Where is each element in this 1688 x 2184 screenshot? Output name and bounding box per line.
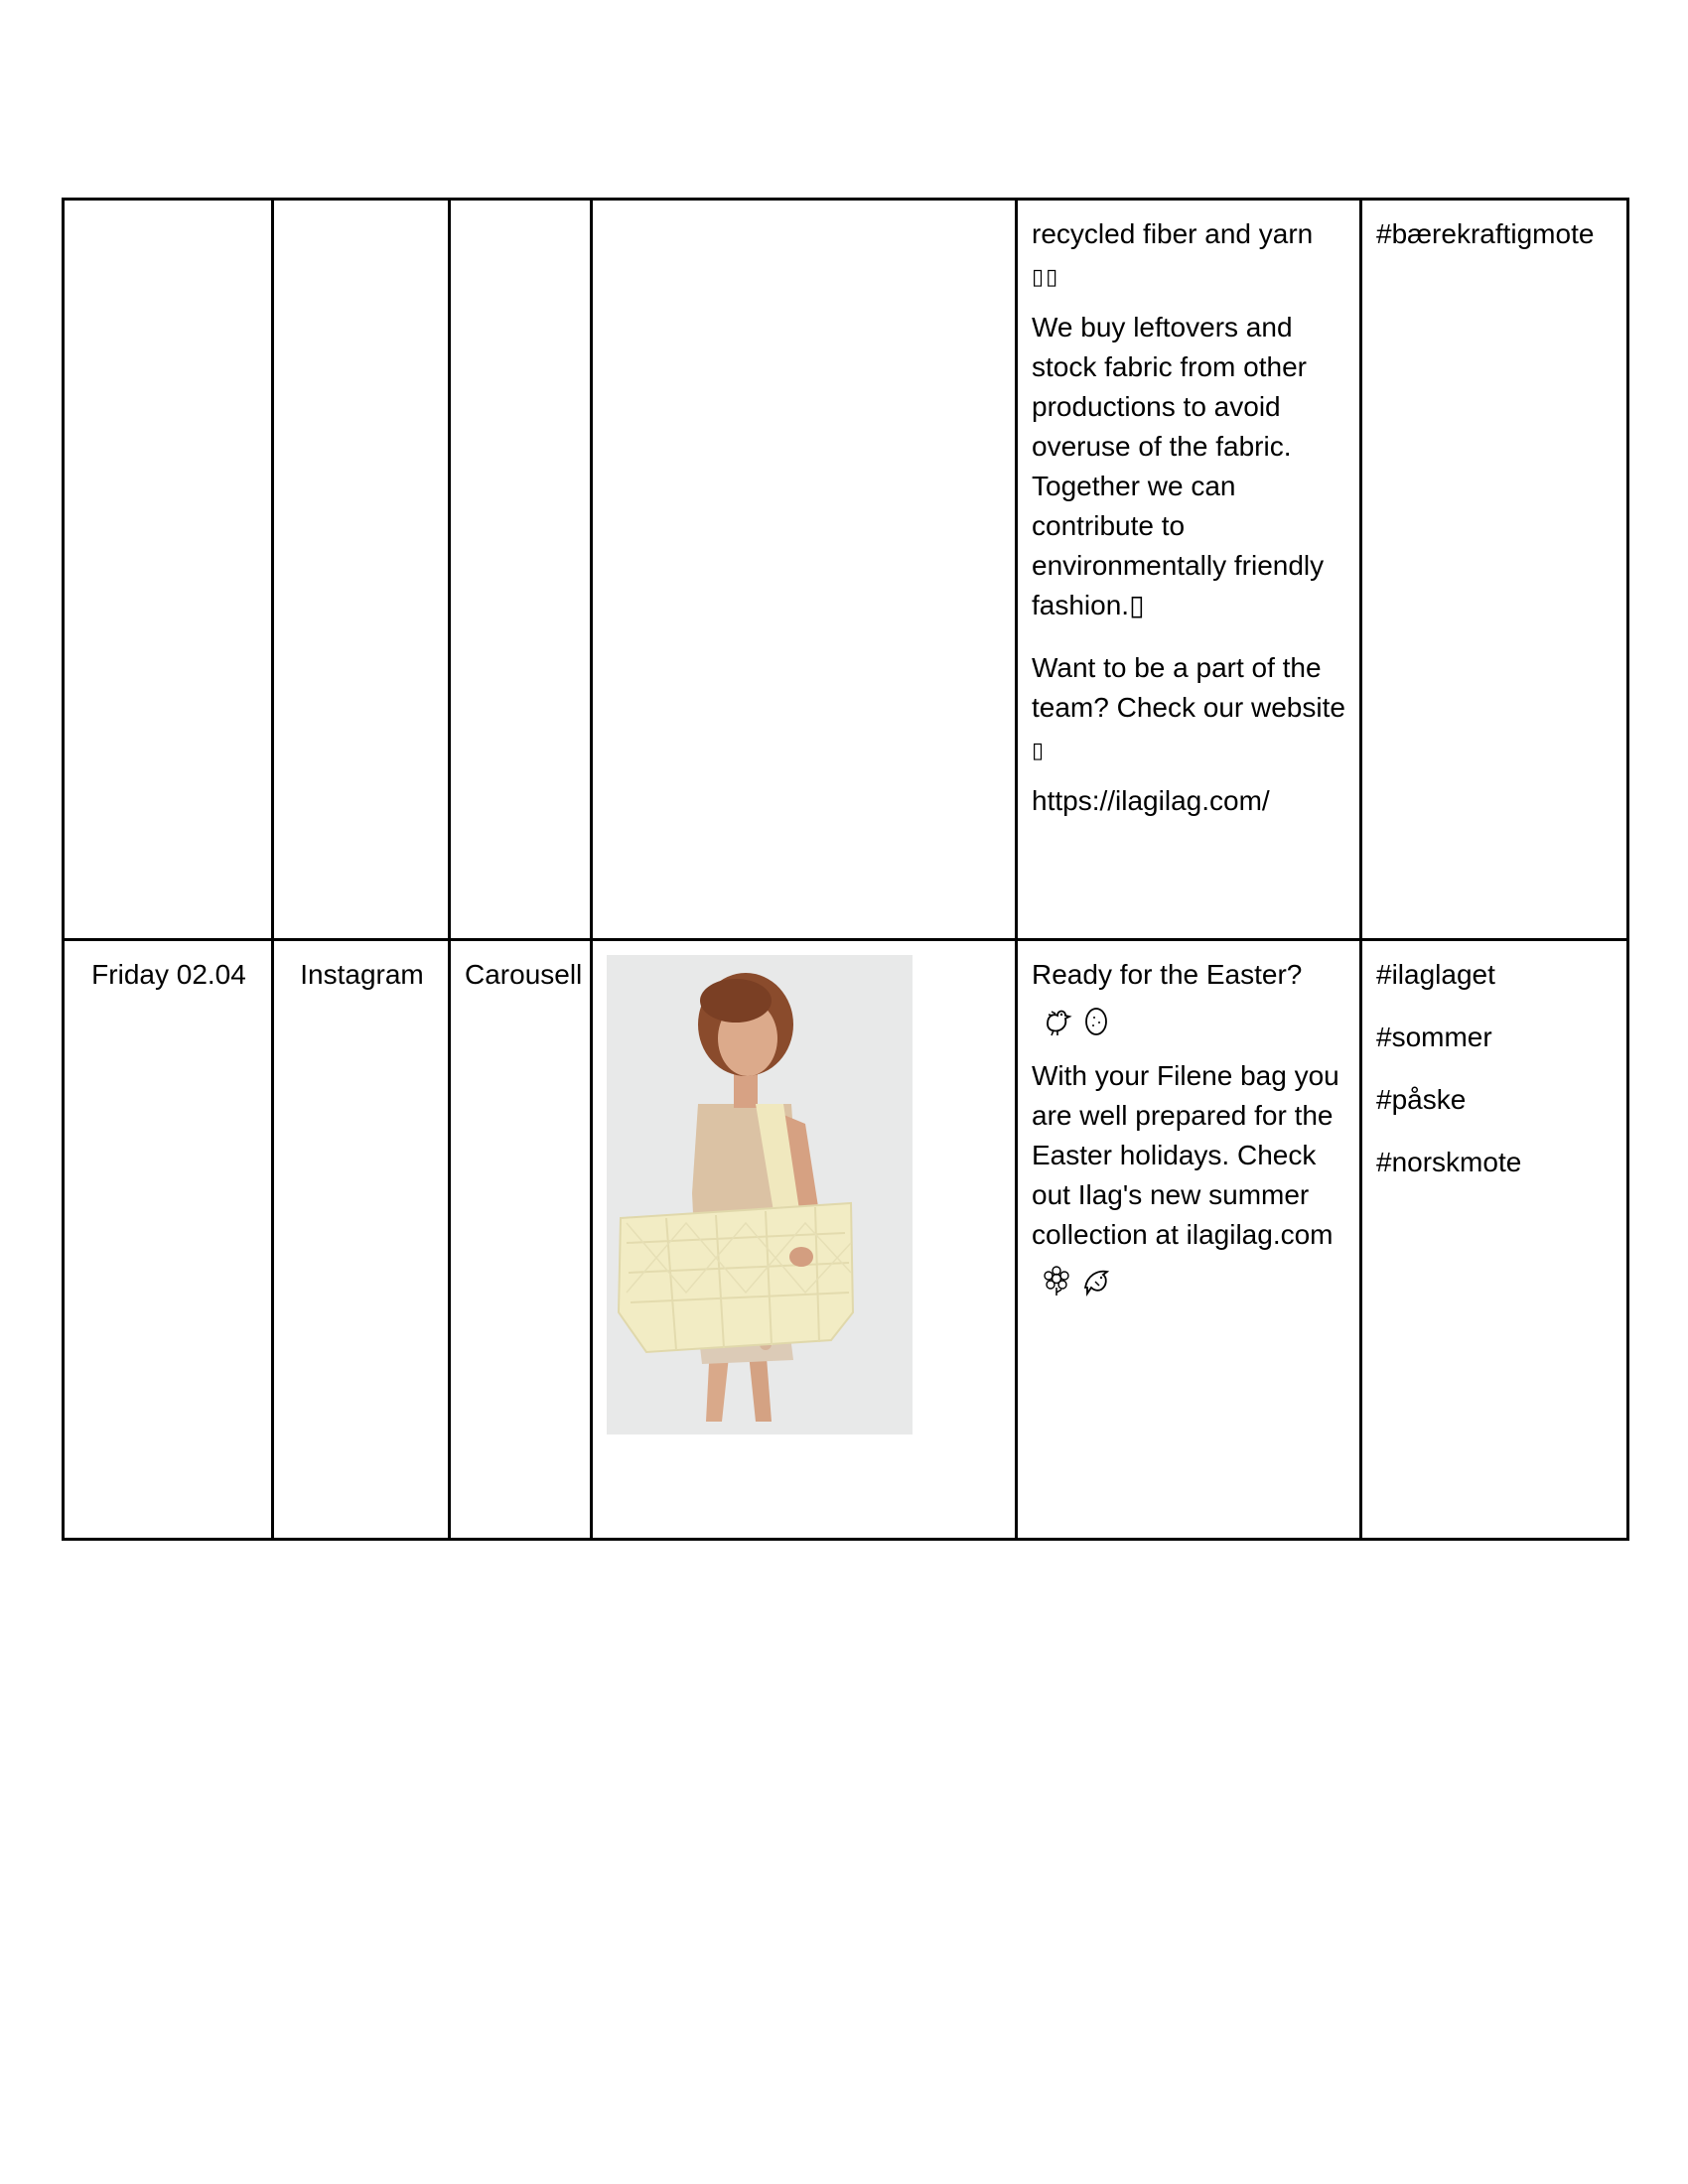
caption-cell <box>1017 200 1361 940</box>
missing-glyph-icons: ▯▯ <box>1032 264 1060 289</box>
hashtags-cell <box>1361 940 1628 1540</box>
egg-icon <box>1079 1004 1113 1037</box>
content-plan-table <box>62 198 1629 1541</box>
date-cell: Friday 02.04 <box>64 940 273 1540</box>
caption-paragraph: With your Filene bag you are well prepared for the Easter holidays. Check out Ilag's new summer collection at ilagilag.com <box>1032 1060 1339 1250</box>
hashtag: #ilaglaget <box>1376 959 1495 990</box>
woman-with-quilted-bag-photo <box>607 955 913 1434</box>
emoji-row <box>1040 1261 1347 1300</box>
image-cell <box>592 940 1017 1540</box>
table-row <box>64 200 1628 940</box>
hashtag: #bærekraftigmote <box>1376 218 1595 249</box>
channel-cell: Instagram <box>273 940 450 1540</box>
dolphin-icon <box>1079 1264 1113 1297</box>
hashtag: #sommer <box>1376 1022 1492 1052</box>
format-cell: Carousell <box>450 940 592 1540</box>
missing-glyph-icon: ▯ <box>1032 738 1047 762</box>
caption-paragraph: recycled fiber and yarn <box>1032 218 1314 249</box>
caption-paragraph: Ready for the Easter? <box>1032 959 1303 990</box>
flower-icon <box>1040 1264 1073 1297</box>
image-cell <box>592 200 1017 940</box>
emoji-row <box>1040 1001 1347 1040</box>
table-row <box>64 940 1628 1540</box>
caption-paragraph: We buy leftovers and stock fabric from other productions to avoid overuse of the fabric. Together we can contribute to environmentally friendly fashion.▯ <box>1032 312 1325 620</box>
hashtag: #norskmote <box>1376 1147 1522 1177</box>
product-photo <box>607 955 913 1434</box>
caption-paragraph: Want to be a part of the team? Check our website <box>1032 652 1345 723</box>
caption-cell <box>1017 940 1361 1540</box>
chick-icon <box>1040 1004 1073 1037</box>
date-cell <box>64 200 273 940</box>
hashtag: #påske <box>1376 1084 1467 1115</box>
website-link[interactable]: https://ilagilag.com/ <box>1032 785 1270 816</box>
hashtags-cell <box>1361 200 1628 940</box>
channel-cell <box>273 200 450 940</box>
format-cell <box>450 200 592 940</box>
